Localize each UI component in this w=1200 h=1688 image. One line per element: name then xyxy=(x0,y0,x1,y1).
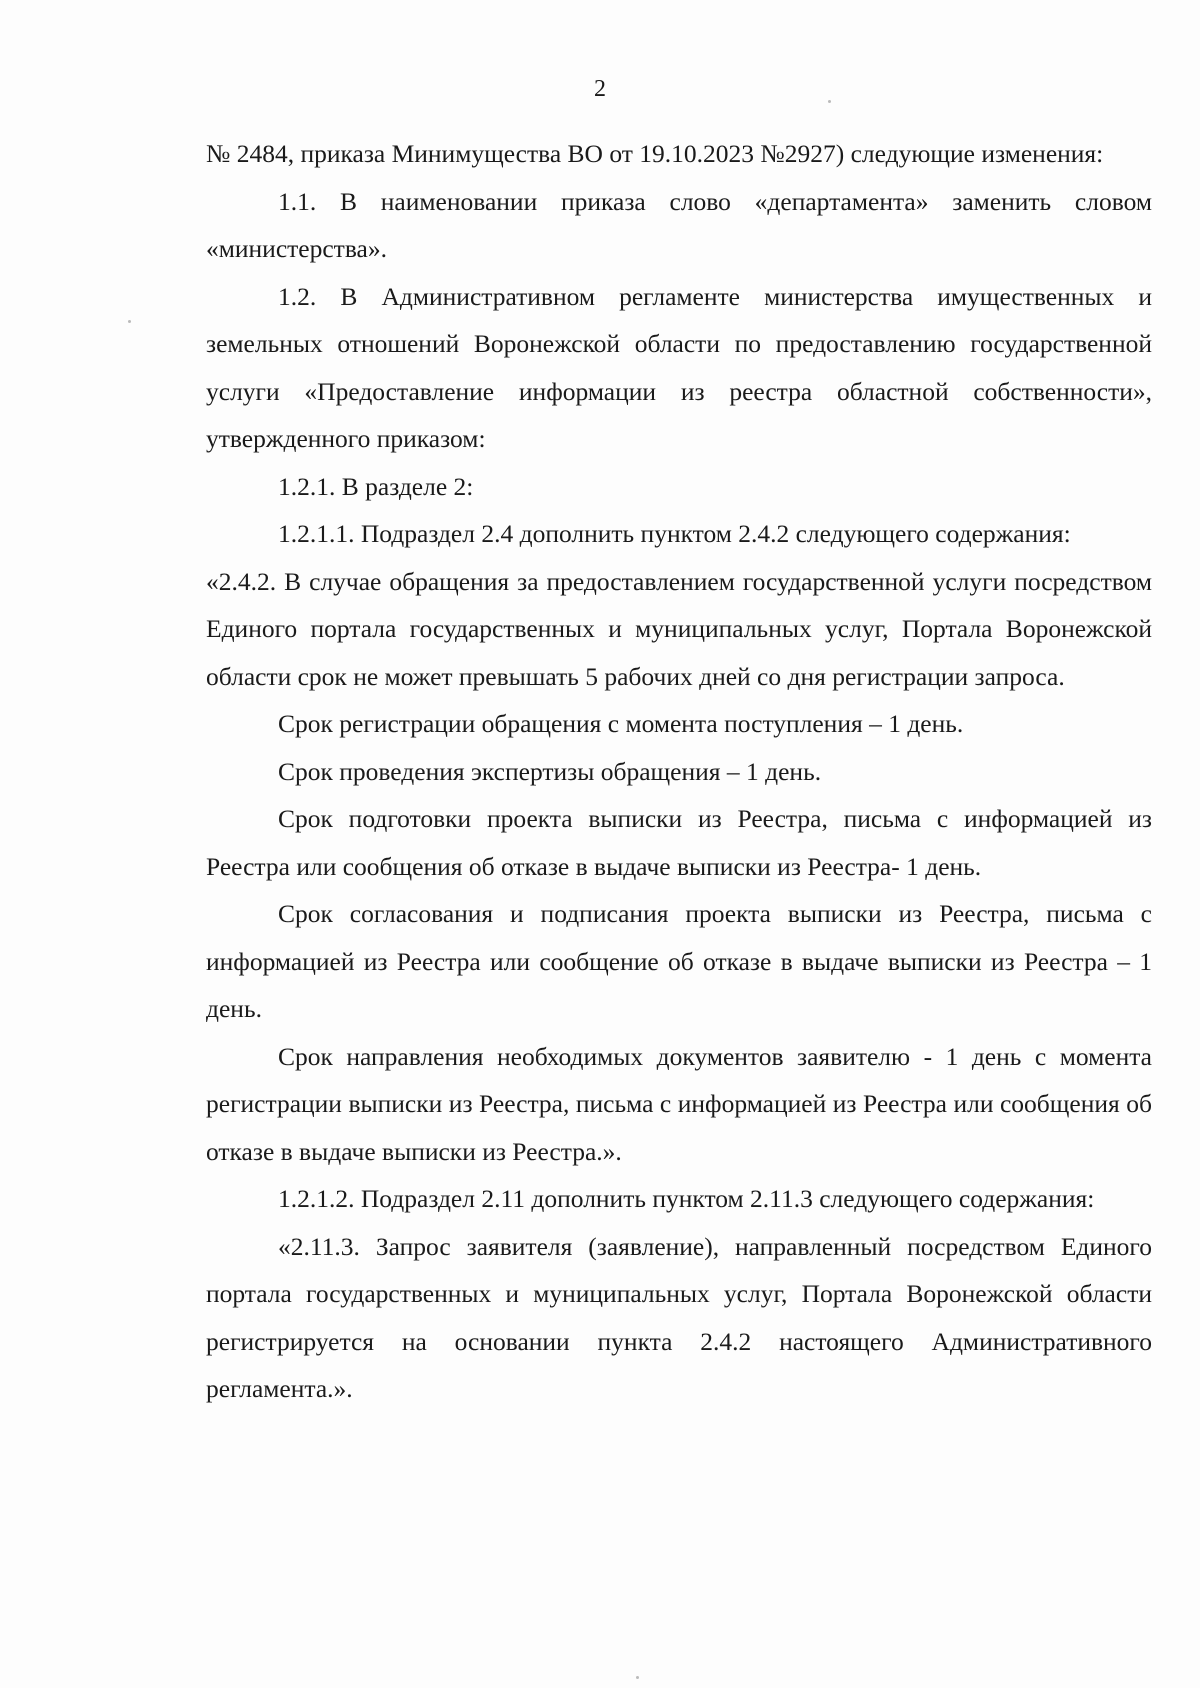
paragraph-1-2: 1.2. В Административном регламенте министерства имущественных и земельных отношений Воронежской области по предоставлению государственной услуги «Предоставление информации из реестра областной собственности», утвержденного приказом: xyxy=(206,281,1152,453)
paragraph-2-4-2: «2.4.2. В случае обращения за предоставлением государственной услуги посредством Единого портала государственных и муниципальных услуг, Портала Воронежской области срок не может превышать 5 рабочих дней со дня регистрации запроса. xyxy=(206,566,1152,691)
scan-speck xyxy=(636,1676,639,1679)
paragraph-1-2-1: 1.2.1. В разделе 2: xyxy=(278,471,474,501)
paragraph-1-2-1-1: 1.2.1.1. Подраздел 2.4 дополнить пунктом 2.4.2 следующего содержания: xyxy=(278,519,1071,548)
scan-speck xyxy=(128,320,131,323)
paragraph-1-2-1-2: 1.2.1.2. Подраздел 2.11 дополнить пунктом 2.11.3 следующего содержания: xyxy=(278,1184,1095,1213)
paragraph-approval-term: Срок согласования и подписания проекта выписки из Реестра, письма с информацией из Реестра или сообщение об отказе в выдаче выписки из Реестра – 1 день. xyxy=(206,899,1152,1023)
document-body xyxy=(206,130,1152,1413)
paragraph-registration-term: Срок регистрации обращения с момента поступления – 1 день. xyxy=(278,709,964,738)
scan-speck xyxy=(828,100,831,103)
paragraph-sending-term: Срок направления необходимых документов заявителю - 1 день с момента регистрации выписки из Реестра, письма с информацией из Реестра или сообщения об отказе в выдаче выписки из Реестра.». xyxy=(206,1041,1152,1166)
paragraph-2-11-3: «2.11.3. Запрос заявителя (заявление), направленный посредством Единого портала государственных и муниципальных услуг, Портала Воронежской области регистрируется на основании пункта 2.4.2 настоящего Административного регламента.». xyxy=(206,1231,1152,1403)
paragraph-continuation: № 2484, приказа Минимущества ВО от 19.10.2023 №2927) следующие изменения: xyxy=(206,139,1104,168)
paragraph-expertise-term: Срок проведения экспертизы обращения – 1 день. xyxy=(278,756,822,786)
paragraph-preparation-term: Срок подготовки проекта выписки из Реестра, письма с информацией из Реестра или сообщения об отказе в выдаче выписки из Реестра- 1 день. xyxy=(206,804,1152,881)
paragraph-1-1: 1.1. В наименовании приказа слово «департамента» заменить словом «министерства». xyxy=(206,186,1152,263)
page-number: 2 xyxy=(594,76,606,102)
